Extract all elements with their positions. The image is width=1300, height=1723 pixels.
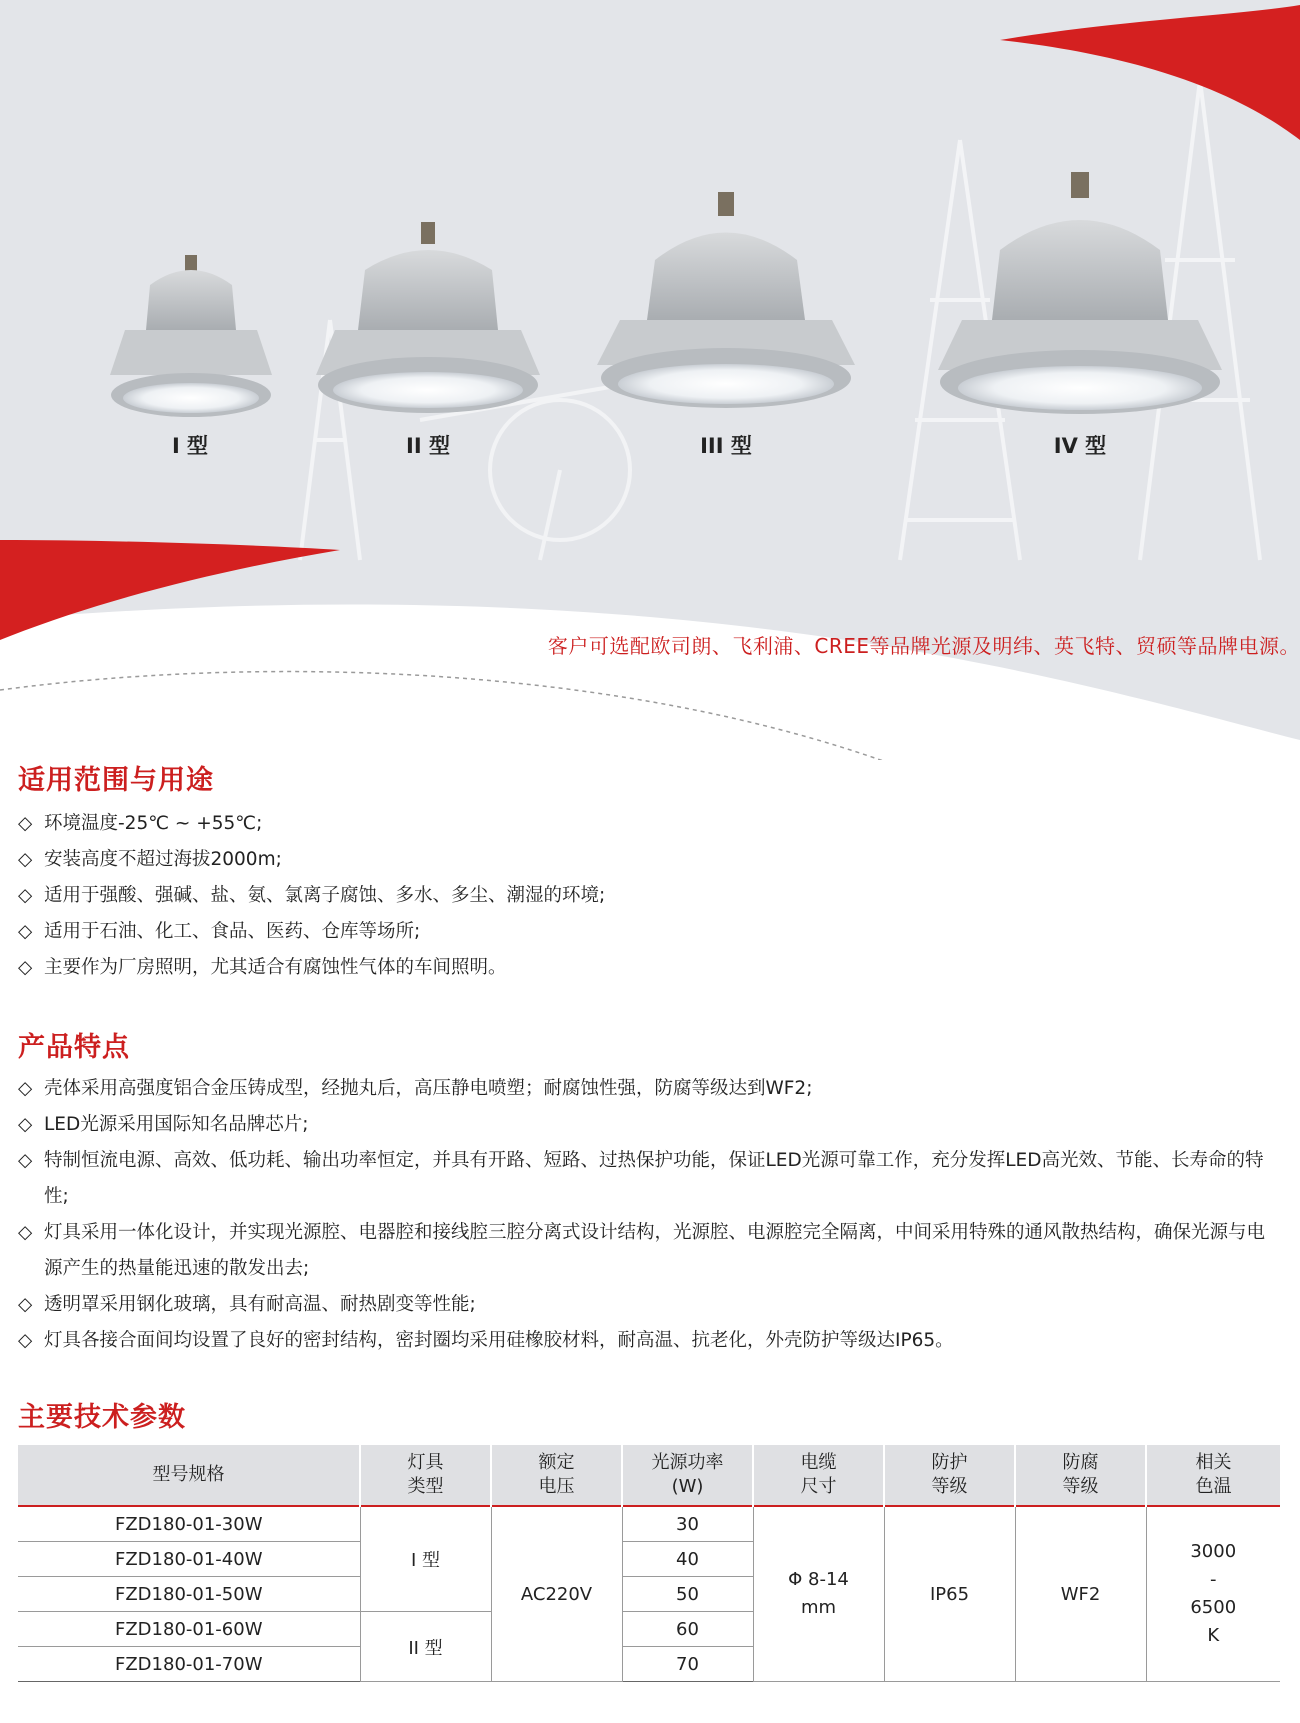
diamond-bullet-icon: ◇ xyxy=(18,921,33,942)
list-item: ◇ 灯具采用一体化设计，并实现光源腔、电器腔和接线腔三腔分离式设计结构，光源腔、电源腔完全隔离，中间采用特殊的通风散热结构，确保光源与电源产生的热量能迅速的散发出去; xyxy=(18,1215,1283,1287)
power-cell: 30 xyxy=(622,1506,753,1542)
power-cell: 50 xyxy=(622,1577,753,1612)
model-cell: FZD180-01-70W xyxy=(18,1647,360,1682)
diamond-bullet-icon: ◇ xyxy=(18,849,33,870)
header-voltage: 额定 电压 xyxy=(491,1445,622,1506)
list-item: ◇ 灯具各接合面间均设置了良好的密封结构，密封圈均采用硅橡胶材料，耐高温、抗老化，外壳防护等级达IP65。 xyxy=(18,1323,1283,1359)
header-type: 灯具 类型 xyxy=(360,1445,491,1506)
specs-title: 主要技术参数 xyxy=(18,1402,186,1433)
power-cell: 40 xyxy=(622,1542,753,1577)
type-cell: II 型 xyxy=(360,1612,491,1682)
features-list xyxy=(18,1071,1283,1359)
model-cell: FZD180-01-40W xyxy=(18,1542,360,1577)
diamond-bullet-icon: ◇ xyxy=(18,813,33,834)
list-item: ◇ 壳体采用高强度铝合金压铸成型，经抛丸后，高压静电喷塑；耐腐蚀性强，防腐等级达到WF2; xyxy=(18,1071,1283,1107)
lamp-iv-label: IV 型 xyxy=(1053,434,1107,458)
model-cell: FZD180-01-50W xyxy=(18,1577,360,1612)
list-item: ◇ 透明罩采用钢化玻璃，具有耐高温、耐热剧变等性能; xyxy=(18,1287,1283,1323)
table-row xyxy=(18,1506,1280,1542)
model-cell: FZD180-01-30W xyxy=(18,1506,360,1542)
diamond-bullet-icon: ◇ xyxy=(18,1294,33,1315)
brand-note: 客户可选配欧司朗、飞利浦、CREE等品牌光源及明纬、英飞特、贸硕等品牌电源。 xyxy=(547,634,1300,658)
scope-title: 适用范围与用途 xyxy=(18,765,214,796)
features-title: 产品特点 xyxy=(18,1032,130,1063)
diamond-bullet-icon: ◇ xyxy=(18,1078,33,1099)
protection-cell: IP65 xyxy=(884,1506,1015,1682)
header-anticorrosion: 防腐 等级 xyxy=(1015,1445,1146,1506)
list-item: ◇ 特制恒流电源、高效、低功耗、输出功率恒定，并具有开路、短路、过热保护功能，保证LED光源可靠工作，充分发挥LED高光效、节能、长寿命的特性; xyxy=(18,1143,1283,1215)
list-item: ◇ 主要作为厂房照明，尤其适合有腐蚀性气体的车间照明。 xyxy=(18,950,1283,986)
specs-table xyxy=(18,1445,1280,1682)
list-item: ◇ 安装高度不超过海拔2000m; xyxy=(18,842,1283,878)
diamond-bullet-icon: ◇ xyxy=(18,1222,33,1243)
anticorrosion-cell: WF2 xyxy=(1015,1506,1146,1682)
power-cell: 60 xyxy=(622,1612,753,1647)
list-item: ◇ 适用于石油、化工、食品、医药、仓库等场所; xyxy=(18,914,1283,950)
header-model: 型号规格 xyxy=(18,1445,360,1506)
header-protection: 防护 等级 xyxy=(884,1445,1015,1506)
diamond-bullet-icon: ◇ xyxy=(18,885,33,906)
header-power: 光源功率 (W) xyxy=(622,1445,753,1506)
diamond-bullet-icon: ◇ xyxy=(18,1114,33,1135)
diamond-bullet-icon: ◇ xyxy=(18,957,33,978)
diamond-bullet-icon: ◇ xyxy=(18,1150,33,1171)
type-cell: I 型 xyxy=(360,1506,491,1612)
lamp-iii-label: III 型 xyxy=(700,434,752,458)
list-item: ◇ 适用于强酸、强碱、盐、氨、氯离子腐蚀、多水、多尘、潮湿的环境; xyxy=(18,878,1283,914)
model-cell: FZD180-01-60W xyxy=(18,1612,360,1647)
diamond-bullet-icon: ◇ xyxy=(18,1330,33,1351)
cable-cell: Φ 8-14 mm xyxy=(753,1506,884,1682)
header-color-temp: 相关 色温 xyxy=(1195,1452,1232,1497)
color-temp-cell: 3000 - 6500 K xyxy=(1146,1506,1280,1682)
table-header-row xyxy=(18,1445,1280,1506)
header-cable: 电缆 尺寸 xyxy=(753,1445,884,1506)
voltage-cell: AC220V xyxy=(491,1506,622,1682)
lamp-i-label: I 型 xyxy=(171,434,209,458)
power-cell: 70 xyxy=(622,1647,753,1682)
list-item: ◇ 环境温度-25℃ ~ +55℃; xyxy=(18,806,1283,842)
scope-list xyxy=(18,806,1283,986)
lamp-ii-label: II 型 xyxy=(406,434,450,458)
list-item: ◇ LED光源采用国际知名品牌芯片; xyxy=(18,1107,1283,1143)
